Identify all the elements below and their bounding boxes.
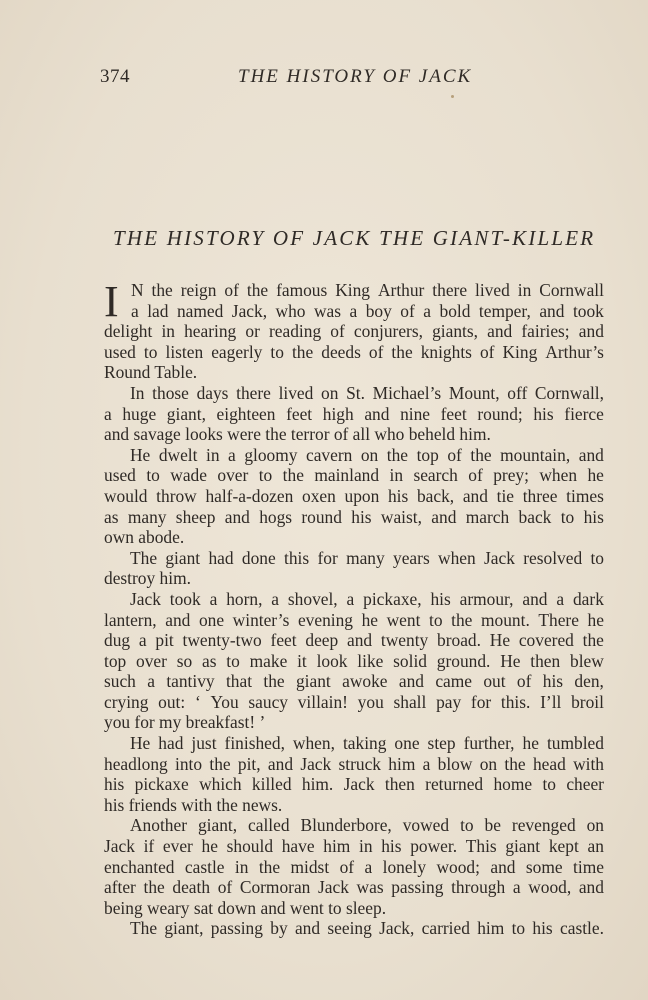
text-line: He had just finished, when, taking one step further, he tumbled <box>130 733 604 754</box>
text-line: being weary sat down and went to sleep. <box>104 897 387 918</box>
text-line: N the reign of the famous King Arthur there lived in Cornwall <box>131 280 604 300</box>
drop-cap: I <box>104 277 119 326</box>
text-line: a huge giant, eighteen feet high and nine feet round; his fierce <box>104 403 604 424</box>
text-line: you for my breakfast! ’ <box>104 712 266 733</box>
story-text <box>104 277 604 939</box>
text-line: a lad named Jack, who was a boy of a bold temper, and took <box>131 300 604 321</box>
text-line: enchanted castle in the midst of a lonely wood; and some time <box>104 856 604 877</box>
text-line: Jack if ever he should have him in his power. This giant kept an <box>104 836 604 857</box>
text-line: lantern, and one winter’s evening he went to the mount. There he <box>104 609 604 630</box>
ink-speck <box>451 95 454 98</box>
text-line: used to wade over to the mainland in search of prey; when he <box>104 465 604 486</box>
text-line: such a tantivy that the giant awoke and came out of his den, <box>104 671 604 692</box>
text-line: top over so as to make it look like solid ground. He then blew <box>104 650 604 671</box>
text-line: He dwelt in a gloomy cavern on the top of the mountain, and <box>130 444 604 465</box>
text-line: used to listen eagerly to the deeds of the knights of King Arthur’s <box>104 341 604 362</box>
text-line: Jack took a horn, a shovel, a pickaxe, his armour, and a dark <box>130 588 604 609</box>
text-line: his friends with the news. <box>104 794 283 815</box>
text-line: delight in hearing or reading of conjurers, giants, and fairies; and <box>104 321 604 342</box>
text-line: would throw half-a-dozen oxen upon his back, and tie three times <box>104 485 604 506</box>
text-line: The giant, passing by and seeing Jack, carried him to his castle. <box>130 918 604 939</box>
text-line: and savage looks were the terror of all who beheld him. <box>104 424 491 445</box>
text-line: crying out: ‘ You saucy villain! you shall pay for this. I’ll broil <box>104 691 604 712</box>
text-line: The giant had done this for many years when Jack resolved to <box>130 547 604 568</box>
text-line: own abode. <box>104 527 185 548</box>
text-line: Another giant, called Blunderbore, vowed to be revenged on <box>130 815 604 836</box>
text-line: Round Table. <box>104 362 198 383</box>
running-head <box>100 66 510 90</box>
page-number: 374 <box>100 66 130 87</box>
text-line: destroy him. <box>104 568 191 589</box>
text-line: after the death of Cormoran Jack was passing through a wood, and <box>104 877 604 898</box>
text-line: headlong into the pit, and Jack struck him a blow on the head with <box>104 753 604 774</box>
text-line: In those days there lived on St. Michael’s Mount, off Cornwall, <box>130 382 604 403</box>
running-title: THE HISTORY OF JACK <box>238 66 473 87</box>
text-line: dug a pit twenty-two feet deep and twenty broad. He covered the <box>104 630 604 651</box>
text-line: as many sheep and hogs round his waist, and march back to his <box>104 506 604 527</box>
chapter-title: THE HISTORY OF JACK THE GIANT-KILLER <box>113 226 596 250</box>
text-line: his pickaxe which killed him. Jack then returned home to cheer <box>104 774 604 795</box>
